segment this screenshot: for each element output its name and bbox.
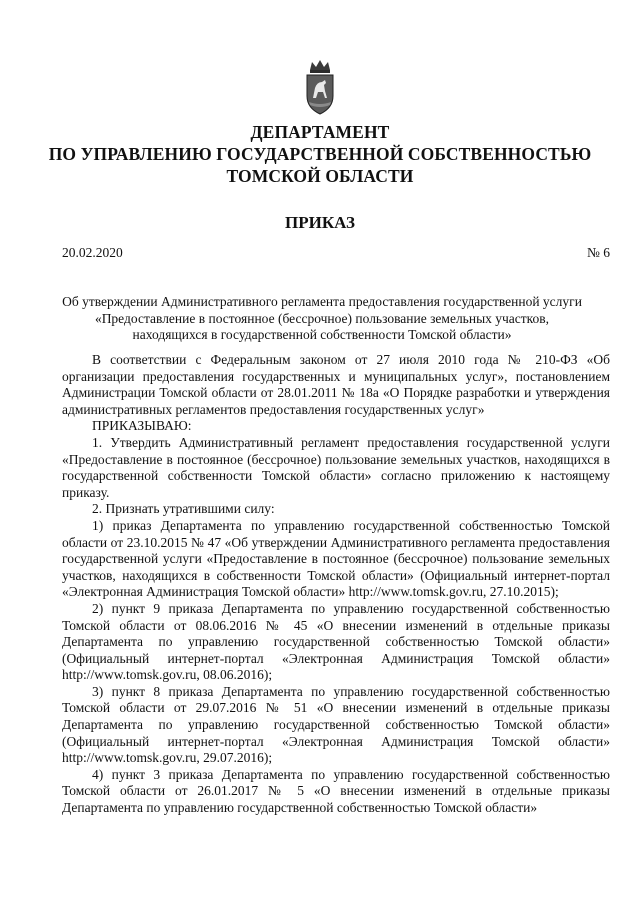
department-name-line-2: ПО УПРАВЛЕНИЮ ГОСУДАРСТВЕННОЙ СОБСТВЕННОСТЬЮ <box>48 144 592 164</box>
subject-line-1: Об утверждении Административного регламента предоставления государственной услуги <box>62 294 582 309</box>
clause-2: 2. Признать утратившими силу: <box>92 501 275 517</box>
clause-1: 1. Утвердить Административный регламент предоставления государственной услуги «Предоставление в постоянное (бессрочное) пользование земельных участков, находящихся в государственной собственности Томской области» согласно приложению к настоящему приказу. <box>62 434 610 500</box>
order-subject <box>62 294 582 344</box>
order-body <box>62 352 610 817</box>
coat-of-arms-icon <box>302 58 338 118</box>
preamble-paragraph: В соответствии с Федеральным законом от 27 июля 2010 года № 210-ФЗ «Об организации предоставления государственных и муниципальных услуг», постановлением Администрации Томской области от 28.01.2011 № 18а «О Порядке разработки и утверждения административных регламентов предоставления государственных услуг» <box>62 352 610 417</box>
clause-2-item-4: 4) пункт 3 приказа Департамента по управлению государственной собственностью Томской области от 26.01.2017 № 5 «О внесении изменений в отдельные приказы Департамента по управлению государственной собственностью Томской области» <box>62 766 610 816</box>
subject-line-3: находящихся в государственной собственности Томской области» <box>132 327 512 342</box>
subject-line-2: «Предоставление в постоянное (бессрочное) пользование земельных участков, <box>94 310 550 326</box>
clause-2-item-2: 2) пункт 9 приказа Департамента по управлению государственной собственностью Томской области от 08.06.2016 № 45 «О внесении изменений в отдельные приказы Департамента по управлению государственной собственностью Томской области» (Официальный интернет-портал «Электронная Администрация Томской области» http://www.tomsk.gov.ru, 08.06.2016); <box>62 600 610 683</box>
order-number: № 6 <box>586 245 610 260</box>
document-type-title: ПРИКАЗ <box>285 213 355 232</box>
department-name-line-1: ДЕПАРТАМЕНТ <box>250 122 390 142</box>
department-name-line-3: ТОМСКОЙ ОБЛАСТИ <box>226 166 414 186</box>
clause-2-item-1: 1) приказ Департамента по управлению государственной собственностью Томской области от 23.10.2015 № 47 «Об утверждении Административного регламента предоставления государственной услуги «Предоставление в постоянное (бессрочное) пользование земельных участков, находящихся в собственности Томской области» (Официальный интернет-портал «Электронная Администрация Томской области» http://www.tomsk.gov.ru, 27.10.2015); <box>62 517 610 600</box>
order-date: 20.02.2020 <box>62 245 123 260</box>
order-directive: ПРИКАЗЫВАЮ: <box>92 418 192 434</box>
clause-2-item-3: 3) пункт 8 приказа Департамента по управлению государственной собственностью Томской области от 29.07.2016 № 51 «О внесении изменений в отдельные приказы Департамента по управлению государственной собственностью Томской области» (Официальный интернет-портал «Электронная Администрация Томской области» http://www.tomsk.gov.ru, 29.07.2016); <box>62 683 610 766</box>
